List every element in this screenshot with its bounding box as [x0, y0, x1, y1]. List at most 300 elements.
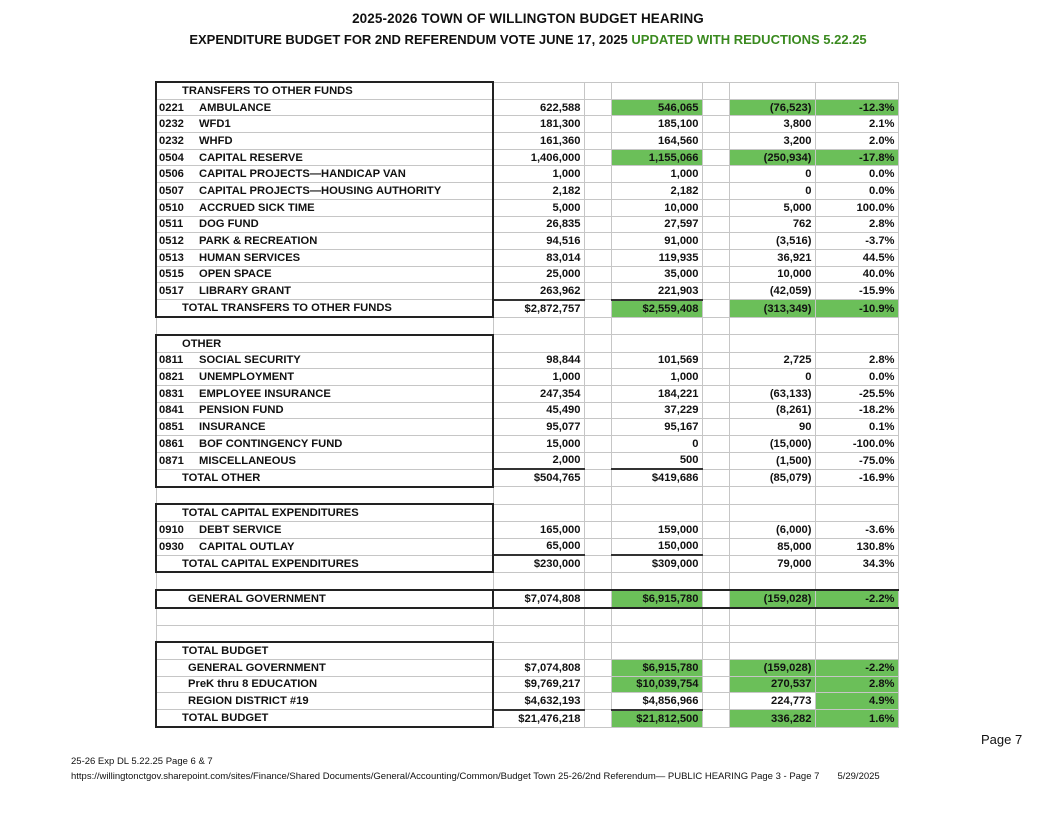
- row-label: [156, 521, 493, 538]
- row-label: [156, 249, 493, 266]
- account-name: EMPLOYEE INSURANCE: [199, 387, 331, 400]
- value-cell: [815, 572, 898, 590]
- row-label: TOTAL CAPITAL EXPENDITURES: [156, 555, 493, 572]
- value-cell: -3.7%: [815, 233, 898, 250]
- account-name: WHFD: [199, 134, 233, 147]
- value-cell: [611, 572, 702, 590]
- value-cell: 2.8%: [815, 676, 898, 693]
- gap-cell: [584, 335, 611, 352]
- value-cell: -10.9%: [815, 300, 898, 317]
- table-row: [156, 693, 898, 710]
- value-cell: (42,059): [729, 283, 815, 300]
- row-label: [156, 385, 493, 402]
- account-name: CAPITAL RESERVE: [199, 151, 303, 164]
- gap-cell: [702, 487, 729, 505]
- gap-cell: [702, 99, 729, 116]
- value-cell: [729, 335, 815, 352]
- value-cell: 1,406,000: [493, 149, 584, 166]
- gap-cell: [702, 216, 729, 233]
- section-heading-row: [156, 642, 898, 659]
- gap-cell: [584, 300, 611, 317]
- value-cell: 40.0%: [815, 266, 898, 283]
- gap-cell: [584, 385, 611, 402]
- row-label: GENERAL GOVERNMENT: [156, 590, 493, 608]
- table-row: [156, 676, 898, 693]
- gap-cell: [584, 693, 611, 710]
- value-cell: $419,686: [611, 469, 702, 486]
- gap-cell: [702, 233, 729, 250]
- gap-cell: [702, 608, 729, 625]
- row-label: [156, 82, 493, 99]
- footer-file-label: 25-26 Exp DL 5.22.25 Page 6 & 7: [71, 756, 213, 767]
- value-cell: -12.3%: [815, 99, 898, 116]
- gap-cell: [702, 504, 729, 521]
- row-label: [156, 625, 493, 642]
- table-row: [156, 266, 898, 283]
- gap-cell: [584, 487, 611, 505]
- account-name: MISCELLANEOUS: [199, 454, 296, 467]
- gap-cell: [702, 183, 729, 200]
- section-heading: TOTAL BUDGET: [182, 645, 269, 658]
- table-row: [156, 149, 898, 166]
- value-cell: 150,000: [611, 538, 702, 555]
- value-cell: 500: [611, 452, 702, 469]
- row-label: PreK thru 8 EDUCATION: [156, 676, 493, 693]
- table-row: [156, 419, 898, 436]
- value-cell: $2,559,408: [611, 300, 702, 317]
- value-cell: 85,000: [729, 538, 815, 555]
- value-cell: 0: [729, 183, 815, 200]
- value-cell: [611, 608, 702, 625]
- account-name: ACCRUED SICK TIME: [199, 201, 315, 214]
- table-row: [156, 659, 898, 676]
- value-cell: $9,769,217: [493, 676, 584, 693]
- value-cell: 37,229: [611, 402, 702, 419]
- value-cell: (8,261): [729, 402, 815, 419]
- budget-table: [155, 81, 899, 728]
- gap-cell: [702, 369, 729, 386]
- section-heading-row: [156, 82, 898, 99]
- gap-cell: [702, 693, 729, 710]
- value-cell: 224,773: [729, 693, 815, 710]
- page-title: 2025-2026 TOWN OF WILLINGTON BUDGET HEARING: [352, 11, 704, 26]
- value-cell: 10,000: [611, 199, 702, 216]
- gap-cell: [702, 521, 729, 538]
- table-row: [156, 435, 898, 452]
- section-heading: OTHER: [182, 337, 222, 350]
- account-code: 0512: [159, 235, 184, 248]
- value-cell: 2,182: [493, 183, 584, 200]
- value-cell: [611, 487, 702, 505]
- account-name: PENSION FUND: [199, 404, 284, 417]
- row-label: [156, 183, 493, 200]
- row-label: [156, 166, 493, 183]
- account-code: 0930: [159, 540, 184, 553]
- value-cell: 79,000: [729, 555, 815, 572]
- spacer-row: [156, 625, 898, 642]
- value-cell: 622,588: [493, 99, 584, 116]
- table-row: [156, 590, 898, 608]
- value-cell: (63,133): [729, 385, 815, 402]
- account-name: CAPITAL PROJECTS—HOUSING AUTHORITY: [199, 184, 442, 197]
- account-code: 0910: [159, 523, 184, 536]
- gap-cell: [584, 149, 611, 166]
- account-name: INSURANCE: [199, 421, 266, 434]
- row-label: [156, 233, 493, 250]
- value-cell: 0: [729, 369, 815, 386]
- section-heading-row: [156, 335, 898, 352]
- gap-cell: [584, 283, 611, 300]
- value-cell: 159,000: [611, 521, 702, 538]
- value-cell: $7,074,808: [493, 659, 584, 676]
- value-cell: [493, 608, 584, 625]
- value-cell: [611, 317, 702, 335]
- value-cell: $10,039,754: [611, 676, 702, 693]
- subtitle-update-note: UPDATED WITH REDUCTIONS 5.22.25: [631, 32, 867, 47]
- row-label: TOTAL TRANSFERS TO OTHER FUNDS: [156, 300, 493, 317]
- value-cell: -75.0%: [815, 452, 898, 469]
- gap-cell: [584, 469, 611, 486]
- value-cell: [493, 335, 584, 352]
- gap-cell: [702, 166, 729, 183]
- value-cell: [815, 504, 898, 521]
- page-number: Page 7: [981, 732, 1023, 747]
- row-label: [156, 487, 493, 505]
- value-cell: [493, 317, 584, 335]
- gap-cell: [584, 369, 611, 386]
- table-row: [156, 133, 898, 150]
- account-name: UNEMPLOYMENT: [199, 371, 295, 384]
- value-cell: 10,000: [729, 266, 815, 283]
- value-cell: $6,915,780: [611, 659, 702, 676]
- gap-cell: [702, 572, 729, 590]
- row-label: [156, 216, 493, 233]
- value-cell: [729, 317, 815, 335]
- value-cell: 5,000: [729, 199, 815, 216]
- table-row: [156, 183, 898, 200]
- value-cell: [729, 642, 815, 659]
- gap-cell: [702, 385, 729, 402]
- gap-cell: [702, 116, 729, 133]
- value-cell: 4.9%: [815, 693, 898, 710]
- value-cell: -16.9%: [815, 469, 898, 486]
- account-name: OPEN SPACE: [199, 268, 272, 281]
- gap-cell: [702, 133, 729, 150]
- account-code: 0221: [159, 101, 184, 114]
- gap-cell: [702, 352, 729, 369]
- gap-cell: [584, 572, 611, 590]
- row-label: [156, 572, 493, 590]
- value-cell: -100.0%: [815, 435, 898, 452]
- value-cell: [815, 317, 898, 335]
- value-cell: 2.8%: [815, 352, 898, 369]
- table-row: [156, 199, 898, 216]
- value-cell: $230,000: [493, 555, 584, 572]
- gap-cell: [584, 352, 611, 369]
- gap-cell: [584, 642, 611, 659]
- value-cell: [815, 608, 898, 625]
- value-cell: 5,000: [493, 199, 584, 216]
- row-label: [156, 199, 493, 216]
- value-cell: (159,028): [729, 659, 815, 676]
- row-label: [156, 317, 493, 335]
- value-cell: 35,000: [611, 266, 702, 283]
- row-label: [156, 99, 493, 116]
- value-cell: [815, 625, 898, 642]
- gap-cell: [702, 435, 729, 452]
- value-cell: (313,349): [729, 300, 815, 317]
- table-row: [156, 521, 898, 538]
- value-cell: [729, 82, 815, 99]
- value-cell: [729, 487, 815, 505]
- gap-cell: [702, 199, 729, 216]
- account-name: DEBT SERVICE: [199, 523, 282, 536]
- account-code: 0831: [159, 387, 184, 400]
- value-cell: -17.8%: [815, 149, 898, 166]
- row-label: [156, 402, 493, 419]
- table-row: [156, 99, 898, 116]
- gap-cell: [702, 82, 729, 99]
- row-label: [156, 504, 493, 521]
- value-cell: 270,537: [729, 676, 815, 693]
- value-cell: 184,221: [611, 385, 702, 402]
- table-row: [156, 469, 898, 486]
- value-cell: 0: [611, 435, 702, 452]
- table-row: [156, 555, 898, 572]
- gap-cell: [702, 249, 729, 266]
- gap-cell: [584, 233, 611, 250]
- value-cell: [493, 82, 584, 99]
- value-cell: 90: [729, 419, 815, 436]
- value-cell: 0.0%: [815, 369, 898, 386]
- gap-cell: [584, 183, 611, 200]
- account-name: CAPITAL OUTLAY: [199, 540, 295, 553]
- value-cell: 185,100: [611, 116, 702, 133]
- value-cell: 1,155,066: [611, 149, 702, 166]
- gap-cell: [702, 555, 729, 572]
- row-label: [156, 266, 493, 283]
- value-cell: (76,523): [729, 99, 815, 116]
- gap-cell: [702, 452, 729, 469]
- row-label: [156, 538, 493, 555]
- gap-cell: [584, 317, 611, 335]
- table-row: [156, 300, 898, 317]
- gap-cell: [584, 99, 611, 116]
- value-cell: (250,934): [729, 149, 815, 166]
- row-label: [156, 335, 493, 352]
- row-label: [156, 452, 493, 469]
- row-label: REGION DISTRICT #19: [156, 693, 493, 710]
- gap-cell: [702, 676, 729, 693]
- gap-cell: [702, 590, 729, 608]
- row-label: [156, 435, 493, 452]
- account-name: WFD1: [199, 118, 231, 131]
- value-cell: 27,597: [611, 216, 702, 233]
- gap-cell: [584, 249, 611, 266]
- table-row: [156, 249, 898, 266]
- account-code: 0517: [159, 285, 184, 298]
- gap-cell: [584, 676, 611, 693]
- value-cell: 15,000: [493, 435, 584, 452]
- account-code: 0841: [159, 404, 184, 417]
- account-name: HUMAN SERVICES: [199, 251, 301, 264]
- value-cell: [611, 82, 702, 99]
- value-cell: 1,000: [493, 166, 584, 183]
- account-code: 0851: [159, 421, 184, 434]
- gap-cell: [584, 116, 611, 133]
- value-cell: $6,915,780: [611, 590, 702, 608]
- value-cell: (85,079): [729, 469, 815, 486]
- section-heading-row: [156, 504, 898, 521]
- account-name: BOF CONTINGENCY FUND: [199, 437, 343, 450]
- gap-cell: [584, 435, 611, 452]
- value-cell: 0.0%: [815, 183, 898, 200]
- gap-cell: [584, 419, 611, 436]
- value-cell: [729, 608, 815, 625]
- value-cell: [493, 487, 584, 505]
- spacer-row: [156, 608, 898, 625]
- row-label: [156, 642, 493, 659]
- table-row: [156, 710, 898, 727]
- value-cell: [729, 625, 815, 642]
- value-cell: 2,000: [493, 452, 584, 469]
- value-cell: -15.9%: [815, 283, 898, 300]
- value-cell: 3,800: [729, 116, 815, 133]
- value-cell: [729, 572, 815, 590]
- row-label: [156, 149, 493, 166]
- gap-cell: [702, 659, 729, 676]
- gap-cell: [584, 166, 611, 183]
- row-label: [156, 419, 493, 436]
- value-cell: $4,856,966: [611, 693, 702, 710]
- gap-cell: [702, 710, 729, 727]
- account-code: 0871: [159, 454, 184, 467]
- account-code: 0506: [159, 168, 184, 181]
- gap-cell: [584, 710, 611, 727]
- gap-cell: [584, 402, 611, 419]
- gap-cell: [584, 625, 611, 642]
- account-code: 0515: [159, 268, 184, 281]
- value-cell: [611, 504, 702, 521]
- value-cell: 95,077: [493, 419, 584, 436]
- account-code: 0513: [159, 251, 184, 264]
- value-cell: [611, 642, 702, 659]
- gap-cell: [584, 199, 611, 216]
- value-cell: 34.3%: [815, 555, 898, 572]
- value-cell: 94,516: [493, 233, 584, 250]
- value-cell: (15,000): [729, 435, 815, 452]
- value-cell: (1,500): [729, 452, 815, 469]
- footer-path-line: [71, 771, 880, 782]
- gap-cell: [702, 335, 729, 352]
- row-label: TOTAL OTHER: [156, 469, 493, 486]
- account-name: LIBRARY GRANT: [199, 285, 291, 298]
- account-code: 0232: [159, 118, 184, 131]
- footer-path: https://willingtonctgov.sharepoint.com/sites/Finance/Shared Documents/General/Accounting/Common/Budget Town 25-26/2nd Referendum— PUBLIC HEARING Page 3 - Page 7: [71, 771, 820, 782]
- spacer-row: [156, 572, 898, 590]
- value-cell: 762: [729, 216, 815, 233]
- value-cell: 130.8%: [815, 538, 898, 555]
- value-cell: [815, 82, 898, 99]
- gap-cell: [584, 266, 611, 283]
- value-cell: 3,200: [729, 133, 815, 150]
- gap-cell: [584, 538, 611, 555]
- gap-cell: [584, 216, 611, 233]
- account-code: 0861: [159, 437, 184, 450]
- value-cell: $504,765: [493, 469, 584, 486]
- table-row: [156, 452, 898, 469]
- value-cell: [493, 642, 584, 659]
- value-cell: $309,000: [611, 555, 702, 572]
- subtitle-text: EXPENDITURE BUDGET FOR 2ND REFERENDUM VOTE JUNE 17, 2025: [189, 32, 628, 47]
- value-cell: 2.1%: [815, 116, 898, 133]
- value-cell: 95,167: [611, 419, 702, 436]
- account-code: 0821: [159, 371, 184, 384]
- value-cell: [815, 642, 898, 659]
- table-row: [156, 538, 898, 555]
- row-label: GENERAL GOVERNMENT: [156, 659, 493, 676]
- page-subtitle: [0, 32, 1056, 47]
- row-label: [156, 133, 493, 150]
- value-cell: 45,490: [493, 402, 584, 419]
- account-name: AMBULANCE: [199, 101, 272, 114]
- value-cell: 0.1%: [815, 419, 898, 436]
- value-cell: -3.6%: [815, 521, 898, 538]
- value-cell: [493, 572, 584, 590]
- account-code: 0811: [159, 354, 184, 367]
- value-cell: 161,360: [493, 133, 584, 150]
- row-label: TOTAL BUDGET: [156, 710, 493, 727]
- section-heading: TRANSFERS TO OTHER FUNDS: [182, 84, 353, 97]
- table-row: [156, 116, 898, 133]
- row-label: [156, 608, 493, 625]
- value-cell: [815, 487, 898, 505]
- value-cell: $7,074,808: [493, 590, 584, 608]
- gap-cell: [584, 555, 611, 572]
- value-cell: 221,903: [611, 283, 702, 300]
- value-cell: 1,000: [493, 369, 584, 386]
- value-cell: 1,000: [611, 369, 702, 386]
- table-row: [156, 385, 898, 402]
- row-label: [156, 369, 493, 386]
- value-cell: -25.5%: [815, 385, 898, 402]
- value-cell: -18.2%: [815, 402, 898, 419]
- value-cell: 263,962: [493, 283, 584, 300]
- gap-cell: [702, 266, 729, 283]
- value-cell: 336,282: [729, 710, 815, 727]
- value-cell: $2,872,757: [493, 300, 584, 317]
- value-cell: [611, 335, 702, 352]
- gap-cell: [702, 402, 729, 419]
- value-cell: 36,921: [729, 249, 815, 266]
- gap-cell: [584, 133, 611, 150]
- value-cell: [815, 335, 898, 352]
- value-cell: 1.6%: [815, 710, 898, 727]
- value-cell: 65,000: [493, 538, 584, 555]
- spacer-row: [156, 487, 898, 505]
- account-name: SOCIAL SECURITY: [199, 354, 301, 367]
- gap-cell: [702, 419, 729, 436]
- gap-cell: [702, 538, 729, 555]
- value-cell: 119,935: [611, 249, 702, 266]
- table-row: [156, 402, 898, 419]
- gap-cell: [702, 317, 729, 335]
- value-cell: (159,028): [729, 590, 815, 608]
- table-row: [156, 352, 898, 369]
- value-cell: 0.0%: [815, 166, 898, 183]
- section-heading: TOTAL CAPITAL EXPENDITURES: [182, 507, 359, 520]
- value-cell: 101,569: [611, 352, 702, 369]
